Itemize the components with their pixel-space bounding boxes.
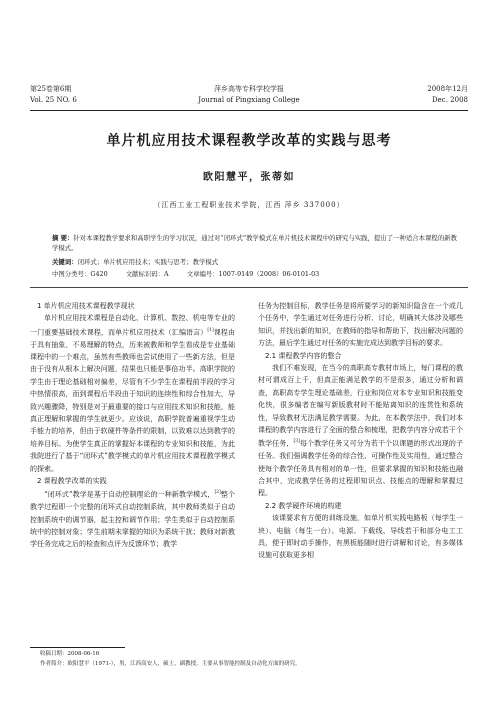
article-number: 文章编号：1007-9149（2008）06-0101-03 xyxy=(186,270,320,278)
keywords-text: 闭环式；单片机应用技术；实践与思考；教学模式 xyxy=(77,258,219,266)
header-journal xyxy=(30,84,468,106)
footnote-rule xyxy=(30,647,125,648)
header-date-en: Dec. 2008 xyxy=(432,96,468,104)
paper-authors: 欧阳慧平，张蒂如 xyxy=(203,172,295,183)
citation-1: [1] xyxy=(207,327,214,333)
abstract xyxy=(52,233,458,253)
section-2-heading: 2 课程教学改革的实践 xyxy=(37,477,107,486)
right-column xyxy=(258,300,463,562)
document-code: 文献标识码：A xyxy=(125,270,169,278)
footnote-author: 作者简介：欧阳慧平（1971-），男，江西高安人，硕士，副教授，主要从事智能控制及自动化方面的研究。 xyxy=(40,661,301,667)
section-2-paragraph-continued: 任务为控制目标，教学任务是将所要学习的新知识隐含在一个或几个任务中，学生通过对任务进行分析、讨论，明确其大体涉及哪些知识，并找出新的知识，在教师的指导和帮助下，找出解决问题的方法，最后学生通过对任务的实施完成达到教学目标的要求。 xyxy=(258,302,463,348)
section-2-1-heading: 2.1 课程教学内容的整合 xyxy=(265,351,342,360)
footnote-received: 收稿日期：2008-06-16 xyxy=(40,651,100,657)
header-volume-cn: 第25卷第6期 xyxy=(30,85,72,93)
section-2-1-paragraph: 我们不难发现，在当今的高职高专教材市场上，每门课程的教材可谓成百上千，但真正能满足教学的不是很多，通过分析和调查，高职高专学生理论基础差，行业和岗位对本专业知识和技能变化快，很多编者在编写新版教材时不能贴离知识的连贯性和系统性，导致教材无法满足教学需要。为此，在本教学法中，我们对本课程的教学内容进行了全面的整合和梳理，把教学内容分成若干个教学任务，[3]每个教学任务又可分为若干个以课题的形式出现的子任务。我们强调教学任务的综合性、可操作性及实用性，通过整合使每个教学任务具有相对的单一性，但要求掌握的知识和技能也融合其中，完成教学任务的过程即知识点、技能点的理解和掌握过程。 xyxy=(258,364,463,498)
keywords xyxy=(52,257,458,267)
header-journal-en: Journal of Pingxiang College xyxy=(198,96,300,104)
paper-affiliation: （江西工业工程职业技术学院，江西 萍乡 337000） xyxy=(153,201,345,209)
header-date-cn: 2008年12月 xyxy=(427,85,468,93)
header-date xyxy=(427,84,468,106)
section-1-heading: 1 单片机应用技术课程教学现状 xyxy=(37,302,135,310)
classification xyxy=(52,269,458,279)
paper-title: 单片机应用技术课程教学改革的实践与思考 xyxy=(106,133,392,149)
keywords-label: 关键词： xyxy=(52,258,78,266)
citation-3: [3] xyxy=(293,439,300,445)
section-2-2-paragraph: 该课要求有方便的训练设施，如单片机实践电路板（每学生一块）、电脑（每生一台）、电源、下载线、导线若干和部分电工工具，便于即时动手操作，有黑板能随时进行讲解和讨论，有多媒体设施可获取更多相 xyxy=(258,514,463,560)
header-journal-cn: 萍乡高等专科学校学报 xyxy=(214,85,284,93)
abstract-label: 摘 要： xyxy=(52,234,74,242)
header-rule xyxy=(30,110,468,111)
section-1-paragraph: 单片机应用技术课程是自动化、计算机、数控、机电等专业的一门重要基础技术课程，而单片机应用技术（汇编语言）[1]课程由于具有抽象、不易理解的特点，历来被教师和学生看成是专业基础课程中的一个难点，虽然有些教师也尝试使用了一些新方法，但是由于没有从根本上解决问题，结果也只能是事倍功半。高职学院的学生由于理论基础相对偏差，尽管有不少学生在课程前半段的学习中热情很高，而到课程后半段由于知识的连续性和综合性加大，导致兴趣骤降，特别是对于最重要的接口与应用技术知识和技能，能真正理解和掌握的学生就更少。应该说，高职学院普遍重视学生动手能力的培养，但由于软硬件等条件的限制，以致难以达到教学的培养目标。为使学生真正的掌握好本课程的专业知识和技能，为此我院进行了基于“闭环式”教学模式的单片机应用技术课程教学模式的探索。 xyxy=(30,314,235,473)
section-2-paragraph: “闭环式”教学是基于自动控制理论的一种新教学模式，[2]整个教学过程即一个完整的闭环式自动控制系统，其中教师类似于自动控制系统中的调节器，起主控和调节作用；学生类似于自动控制系统中的控制对象；学生前期未掌握的知识为系统干扰；教师对新教学任务完成之后的检查和点评为反馈环节；教学 xyxy=(30,490,235,549)
header-volume-en: Vol. 25 NO. 6 xyxy=(30,96,77,104)
running-header xyxy=(30,84,468,112)
abstract-text: 针对本课程教学要求和高职学生的学习状况，通过对“闭环式”教学模式在单片机技术课程中的研究与实践，提出了一种适合本课程的新教学模式。 xyxy=(52,234,457,252)
citation-2: [2] xyxy=(214,490,221,496)
abstract-rule xyxy=(30,287,468,288)
left-column xyxy=(30,300,235,551)
section-2-2-heading: 2.2 教学硬件环境的构建 xyxy=(265,501,342,510)
clc-number: 中图分类号：G420 xyxy=(52,270,108,278)
